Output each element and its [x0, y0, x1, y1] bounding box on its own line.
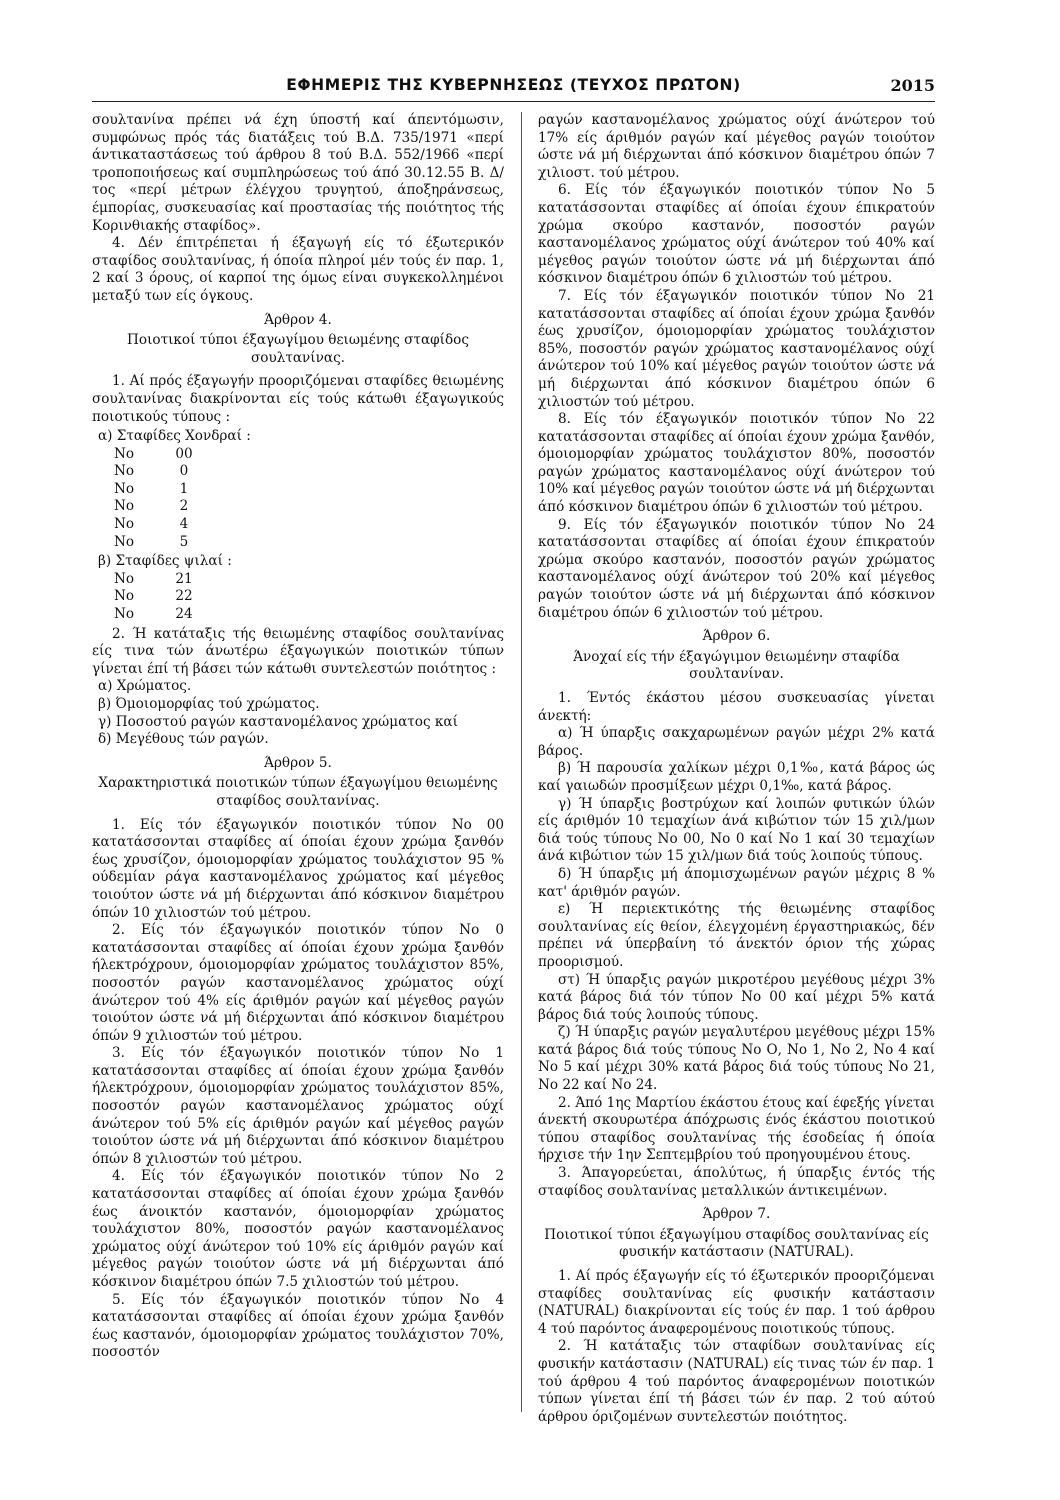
type-row: No 00 [114, 445, 193, 462]
column-divider [521, 112, 522, 1412]
paragraph: ραγών καστανομέλανος χρώματος ούχί άνώτερον τού 17% είς άριθμόν ραγών καί μέγεθος ραγών τοιούτον ώστε νά μή διέρχωνται άπό κόσκινον διαμέτρου όπών 7 χιλιοστ. τού μέτρου. [538, 112, 935, 181]
tolerance-item: γ) Ή ύπαρξις βοστρύχων καί λοιπών φυτικών ύλών είς άριθμόν 10 τεμαχίων άνά κιβώτιον τών 15 χιλ/μων διά τούς τύπους Νο 00, Νο 0 καί Νο 1 καί 30 τεμαχίων άνά κιβώτιον τών 15 χιλ/μων διά τούς λοιπούς τύπους. [538, 795, 935, 865]
paragraph: 2. Ή κατάταξις τής θειωμένης σταφίδος σουλτανίνας είς τινα τών άνωτέρω έξαγωγικών ποιοτικών τύπων γίνεται έπί τή βάσει τών κάτωθι συντελεστών ποιότητος : [92, 625, 504, 677]
paragraph: 6. Είς τόν έξαγωγικόν ποιοτικόν τύπον Νο 5 κατατάσσονται σταφίδες αί όποίαι έχουν έπικρατούν χρώμα σκούρο καστανόν, ποσοστόν ραγών καστανομέλανος χρώματος ούχί άνώτερον τού 40% καί μέγεθος ραγών τοιούτον ώστε νά μή διέρχωνται άπό κόσκινον διαμέτρου όπών 6 χιλιοστών τού μέτρου. [538, 182, 935, 287]
paragraph: 2. Είς τόν έξαγωγικόν ποιοτικόν τύπον Νο 0 κατατάσσονται σταφίδες αί όποίαι έχουν χρώμα ξανθόν ήλεκτρόχρουν, όμοιομορφίαν χρώματος τουλάχιστον 85%, ποσοστόν ραγών καστανομέλανος χρώματος ούχί άνώτερον τού 4% είς άριθμόν ραγών καί μέγεθος ραγών τοιούτον ώστε νά μή διέρχωνται άπό κόσκινον διαμέτρου όπών 9 χιλιοστών τού μέτρου. [92, 922, 504, 1044]
article-title: Ποιοτικοί τύποι έξαγωγίμου θειωμένης σταφίδος σουλτανίνας. [127, 332, 469, 366]
article-heading: Άρθρον 7. [702, 1206, 771, 1223]
paragraph: 7. Είς τόν έξαγωγικόν ποιοτικόν τύπον Νο 21 κατατάσσονται σταφίδες αί όποίαι έχουν χρώμα ξανθόν έως χρυσίζον, όμοιομορφίαν χρώματος τουλάχιστον 85%, ποσοστόν ραγών χρώματος καστανομέλανος ούχί άνώτερον τού 10% καί μέγεθος ραγών τοιούτον ώστε νά μή διέρχωνται άπό κόσκινον διαμέτρου όπών 6 χιλιοστών τού μέτρου. [538, 287, 935, 410]
group-label: α) Σταφίδες Χονδραί : [98, 428, 251, 445]
article-heading: Άρθρον 5. [264, 754, 332, 771]
article-title: Ποιοτικοί τύποι έξαγωγίμου σταφίδος σουλτανίνας είς φυσικήν κατάστασιν (NATURAL). [544, 1226, 929, 1261]
tolerance-item: β) Ή παρουσία χαλίκων μέχρι 0,1‰, κατά βάρος ώς καί γαιωδών προσμίξεων μέχρι 0,1‰, κατά βάρος. [538, 760, 935, 794]
article-heading: Άρθρον 4. [264, 311, 332, 328]
tolerance-item: ζ) Ή ύπαρξις ραγών μεγαλυτέρου μεγέθους μέχρι 15% κατά βάρος διά τούς τύπους Νο Ο, Νο 1, Νο 2, Νο 4 καί Νο 5 καί μέχρι 30% κατά βάρος διά τούς τύπους Νο 21, Νο 22 καί Νο 24. [538, 1024, 935, 1094]
tolerance-item: δ) Ή ύπαρξις μή άπομισχωμένων ραγών μέχρις 8 % κατ' άριθμόν ραγών. [538, 865, 935, 900]
paragraph: σουλτανίνα πρέπει νά έχη ύποστή καί άπεντόμωσιν, συμφώνως πρός τάς διατάξεις τού Β.Δ. 735/1971 «περί άντικαταστάσεως τού άρθρου 8 τού Β.Δ. 552/1966 «περί τροποποιήσεως καί συμπληρώσεως τού άπό 30.12.55 Β. Δ/τος «περί μέτρων έλέγχου τρυγητού, άποξηράνσεως, έμπορίας, συσκευασίας καί προστασίας τής ποιότητος τής Κορινθιακής σταφίδος». [92, 112, 504, 234]
factor-item: δ) Μεγέθους τών ραγών. [98, 731, 269, 748]
paragraph: 3. Είς τόν έξαγωγικόν ποιοτικόν τύπον Νο 1 κατατάσσονται σταφίδες αί όποίαι έχουν χρώμα ξανθόν ήλεκτρόχρουν, όμοιομορφίαν χρώματος τουλάχιστον 85%, ποσοστόν ραγών καστανομέλανος χρώματος ούχί άνώτερον τού 5% είς άριθμόν ραγών καί μέγεθος ραγών τοιούτον ώστε νά μή διέρχωνται άπό κόσκινον διαμέτρου όπών 8 χιλιοστών τού μέτρου. [92, 1045, 504, 1167]
paragraph: 1. Αί πρός έξαγωγήν είς τό έξωτερικόν προοριζόμεναι σταφίδες σουλτανίνας είς φυσικήν κατάστασιν (NATURAL) διακρίνονται είς τούς έν παρ. 1 τού άρθρου 4 τού παρόντος άναφερομένους ποιοτικούς τύπους. [538, 1268, 935, 1337]
paragraph: 3. Άπαγορεύεται, άπολύτως, ή ύπαρξις έντός τής σταφίδος σουλτανίνας μεταλλικών άντικειμένων. [538, 1165, 935, 1199]
type-row: No 2 [114, 498, 189, 515]
group-label: β) Σταφίδες ψιλαί : [98, 553, 232, 570]
article-title: Χαρακτηριστικά ποιοτικών τύπων έξαγωγίμου θειωμένης σταφίδος σουλτανίνας. [98, 775, 498, 809]
paragraph: 5. Είς τόν έξαγωγικόν ποιοτικόν τύπον Νο 4 κατατάσσονται σταφίδες αί όποίαι έχουν χρώμα ξανθόν έως καστανόν, όμοιομορφίαν χρώματος τουλάχιστον 70%, ποσοστόν [92, 1291, 504, 1361]
article-heading: Άρθρον 6. [702, 628, 771, 645]
header-rule [92, 101, 935, 102]
type-row: No 21 [114, 570, 193, 587]
paragraph: 2. Άπό 1ης Μαρτίου έκάστου έτους καί έφεξής γίνεται άνεκτή σκουρωτέρα άπόχρωσις ένός έκάστου ποιοτικού τύπου σταφίδος σουλτανίνας τής έσοδείας ή όποία ήρχισε τήν 1ην Σεπτεμβρίου τού προηγουμένου έτους. [538, 1094, 935, 1164]
type-row: No 0 [114, 463, 189, 480]
paragraph: 1. Είς τόν έξαγωγικόν ποιοτικόν τύπον Νο 00 κατατάσσονται σταφίδες αί όποίαι έχουν χρώμα ξανθόν έως χρυσίζον, όμοιομορφίαν χρώματος τουλάχιστον 95 % ούδεμίαν ράγα καστανομέλανος χρώματος καί μέγεθος τοιούτον ώστε νά μή διέρχωνται άπό κόσκινον διαμέτρου όπών 10 χιλιοστών τού μέτρου. [92, 816, 504, 921]
factor-item: α) Χρώματος. [98, 678, 192, 695]
type-row: No 4 [114, 516, 189, 533]
type-list-a [92, 446, 504, 552]
tolerance-item: στ) Ή ύπαρξις ραγών μικροτέρου μεγέθους μέχρι 3% κατά βάρος διά τόν τύπον Νο 00 καί μέχρι 5% κατά βάρος διά τούς λοιπούς τύπους. [538, 971, 935, 1023]
type-row: No 1 [114, 480, 189, 497]
paragraph: 2. Ή κατάταξις τών σταφίδων σουλτανίνας είς φυσικήν κατάστασιν (NATURAL) είς τινας τών έν παρ. 1 τού άρθρου 4 τού παρόντος άναφερομένων ποιοτικών τύπων γίνεται έπί τή βάσει τών έν παρ. 2 τού αύτού άρθρου όριζομένων συντελεστών ποιότητος. [538, 1338, 935, 1425]
factor-item: β) Όμοιομορφίας τού χρώματος. [98, 696, 320, 712]
paragraph: 8. Είς τόν έξαγωγικόν ποιοτικόν τύπον Νο 22 κατατάσσονται σταφίδες αί όποίαι έχουν χρώμα ξανθόν, όμοιομορφίαν χρώματος τουλάχιστον 80%, ποσοστόν ραγών χρώματος καστανομέλανος ούχί άνώτερον τού 10% καί μέγεθος ραγών τοιούτον ώστε νά μή διέρχωνται άπό κόσκινον διαμέτρου όπών 6 χιλιοστών τού μέτρου. [538, 411, 935, 516]
left-column [92, 112, 504, 1362]
paragraph: 1. Αί πρός έξαγωγήν προοριζόμεναι σταφίδες θειωμένης σουλτανίνας διακρίνονται είς τούς κάτωθι έξαγωγικούς ποιοτικούς τύπους : [92, 373, 504, 425]
right-column [538, 112, 935, 1426]
type-list-b [92, 571, 504, 624]
article-title: Άνοχαί είς τήν έξαγώγιμον θειωμένην σταφίδα σουλτανίναν. [573, 648, 900, 683]
gazette-title: ΕΦΗΜΕΡΙΣ ΤΗΣ ΚΥΒΕΡΝΗΣΕΩΣ (ΤΕΥΧΟΣ ΠΡΩΤΟΝ) [286, 76, 741, 94]
tolerance-item: ε) Ή περιεκτικότης τής θειωμένης σταφίδος σουλτανίνας είς θείον, έλεγχομένη έργαστηριακώς, δέν πρέπει νά ύπερβαίνη τό άνεκτόν όριον τής χώρας προορισμού. [538, 901, 935, 970]
tolerance-item: α) Ή ύπαρξις σακχαρωμένων ραγών μέχρι 2% κατά βάρος. [538, 725, 935, 759]
page-header [92, 76, 935, 100]
factor-item: γ) Ποσοστού ραγών καστανομέλανος χρώματος καί [98, 713, 458, 730]
paragraph: 4. Δέν έπιτρέπεται ή έξαγωγή είς τό έξωτερικόν σταφίδος σουλτανίνας, ή όποία πληροί μέν τούς έν παρ. 1, 2 καί 3 όρους, οί καρποί της όμως είναι συγκεκολλημένοι μεταξύ των είς όγκους. [92, 235, 504, 304]
page-number: 2015 [890, 76, 935, 95]
type-row: No 24 [114, 606, 193, 623]
paragraph: 9. Είς τόν έξαγωγικόν ποιοτικόν τύπον Νο 24 κατατάσσονται σταφίδες αί όποίαι έχουν έπικρατούν χρώμα σκούρο καστανόν, ποσοστόν ραγών χρώματος καστανομέλανος ούχί άνώτερον τού 20% καί μέγεθος ραγών τοιούτον ώστε νά μή διέρχωνται άπό κόσκινον διαμέτρου όπών 6 χιλιοστών τού μέτρου. [538, 516, 935, 621]
paragraph: 4. Είς τόν έξαγωγικόν ποιοτικόν τύπον Νο 2 κατατάσσονται σταφίδες αί όποίαι έχουν χρώμα ξανθόν έως άνοικτόν καστανόν, όμοιομορφίαν χρώματος τουλάχιστον 80%, ποσοστόν ραγών καστανομέλανος χρώματος ούχί άνώτερον τού 10% είς άριθμόν ραγών καί μέγεθος ραγών τοιούτον ώστε νά μή διέρχωνται άπό κόσκινον διαμέτρου όπών 7.5 χιλιοστών τού μέτρου. [92, 1168, 504, 1290]
type-row: No 22 [114, 588, 193, 605]
paragraph: 1. Έντός έκάστου μέσου συσκευασίας γίνεται άνεκτή: [538, 690, 935, 724]
type-row: No 5 [114, 533, 189, 550]
